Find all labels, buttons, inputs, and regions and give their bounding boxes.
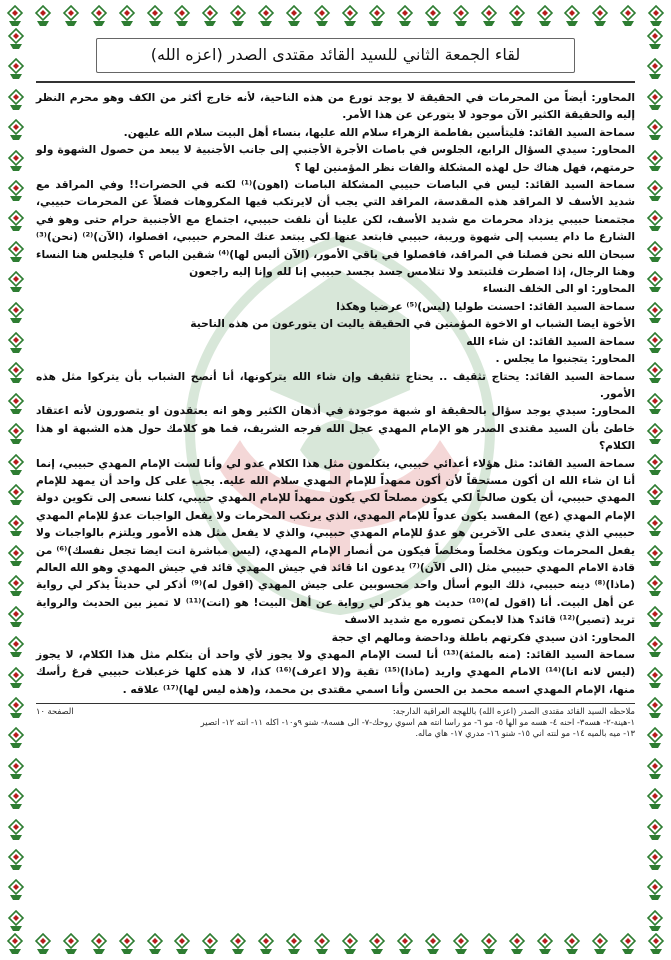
page-number: الصفحة ١٠ [36,706,74,717]
border-ornament-icon [201,5,219,27]
border-ornament-icon [646,727,664,749]
paragraph: المحاور: أيضاً من المحرمات في الحقيقة لا يوجد تورع من هذه الناحية، لأنه خارج أكثر من الكف وهو محرم النظر إليه والحقيقة الكثير الآن موجود لا يتورعن عن هذا الأمر. [36,91,635,122]
border-ornament-icon [7,758,25,780]
border-ornament-icon [90,933,108,955]
border-ornament-icon [647,933,665,955]
border-ornament-icon [285,5,303,27]
border-ornament-icon [7,454,25,476]
border-ornament-icon [646,849,664,871]
paragraph: الأخوة ايضا الشباب او الاخوة المؤمنين في الحقيقة ياليت ان يتورعون من هذه الناحية [190,317,635,331]
paragraph: سماحة السيد القائد: يحتاج تثقيف .. يحتاج تثقيف وإن شاء الله يتركونها، أنا أنصح الشباب بأن يتركوا مثل هذه الأمور. [36,369,635,400]
border-ornament-icon [646,393,664,415]
border-ornament-icon [646,575,664,597]
border-ornament-icon [7,302,25,324]
footer-note: ملاحظه السيد القائد مقتدى الصدر (اعزه الله) باللهجة العراقية الدارجة: [392,706,635,717]
paragraph: سماحة السيد القائد: ان شاء الله [466,334,635,348]
title-divider [36,81,635,83]
border-ornament-icon [368,5,386,27]
border-ornament-icon [480,933,498,955]
border-ornament-icon [7,89,25,111]
border-ornament-icon [536,933,554,955]
border-ornament-icon [7,180,25,202]
border-bottom [0,932,671,956]
border-ornament-icon [7,150,25,172]
border-ornament-icon [646,180,664,202]
border-ornament-icon [646,28,664,50]
border-ornament-icon [341,5,359,27]
border-ornament-icon [646,302,664,324]
border-ornament-icon [7,393,25,415]
border-ornament-icon [7,636,25,658]
border-ornament-icon [7,819,25,841]
border-ornament-icon [424,5,442,27]
footer [36,706,635,739]
border-ornament-icon [646,241,664,263]
border-top [0,4,671,28]
border-ornament-icon [118,5,136,27]
border-ornament-icon [646,697,664,719]
border-ornament-icon [313,933,331,955]
border-ornament-icon [62,5,80,27]
border-ornament-icon [7,210,25,232]
glossary-line: ١-هينة-٢- هسه٣- احنه ٤- هسه مو الها ٥- مو ٦- مو راسا انته هم اسوي روحك-٧- الى هسه٨- شنو ٩و١٠- اكله ١١- انته ١٢- اتصير [200,717,635,728]
border-ornament-icon [7,910,25,932]
border-ornament-icon [201,933,219,955]
border-ornament-icon [7,788,25,810]
border-ornament-icon [7,849,25,871]
border-ornament-icon [646,89,664,111]
border-right [643,28,667,932]
paragraph: سماحة السيد القائد: ليس في الباصات حبيبي المشكلة الباصات (اهون)⁽¹⁾ لكنه في الحضرات!! وفي المراقد مع شديد الأسف لا المراقد هذه المقدسة، المراقد التي يجب أن لايرتكب فيها المكروهات فضلاً عن المحرمات حبيبي، مجتمعنا حبيبي يزداد محرمات مع شديد الأسف، لكن علينا أن نلفت حبيبي، اجتماع مع الأجنبية حرام حتى وهو في الشارع ما دام يسبب إلى شهوة وريبة، حبيبي فابتعد عنها لكي يبتعد عنك المحرم حبيبي، افصلوا، (الآن)⁽²⁾ (نحن)⁽³⁾ سبحان الله نحن فصلنا في المراقد، فافصلوا في باقي الأمور، (الآن أليس لها)⁽⁴⁾ شقين الباص ؟ فليجلس هنا النساء وهنا الرجال، إذا اضطرت فلتبتعد ولا تتلامس جسد بجسد حبيبي إنا لله وإنا إليه راجعون [36,178,636,279]
border-ornament-icon [452,933,470,955]
border-ornament-icon [646,119,664,141]
border-ornament-icon [646,788,664,810]
paragraph: سماحة السيد القائد: (منه بالمئة)⁽¹³⁾ أنا لست الإمام المهدي ولا يجوز لأي واحد أن يتكلم مثل هذا الكلام، لا يجوز (ليس لانه انا)⁽¹⁴⁾ الامام المهدي واريد (ماذا)⁽¹⁵⁾ تقية و(لا اعرف)⁽¹⁶⁾ كذا، لا هذه كلها خزعبلات حبيبي فرغ رأسك منها، الإمام المهدي اسمه محمد بن الحسن وأنا اسمي مقتدى بن محمد، و(هذه ليس لها)⁽¹⁷⁾ علاقه . [36,648,636,696]
border-ornament-icon [257,933,275,955]
border-ornament-icon [646,515,664,537]
border-ornament-icon [563,933,581,955]
border-ornament-icon [396,5,414,27]
border-ornament-icon [7,332,25,354]
border-ornament-icon [646,819,664,841]
border-ornament-icon [563,5,581,27]
border-ornament-icon [229,5,247,27]
border-ornament-icon [7,119,25,141]
border-ornament-icon [7,727,25,749]
border-ornament-icon [424,933,442,955]
paragraph: المحاور: سيدي يوجد سؤال بالحقيقة او شبهة موجودة في أذهان الكثير وهو انه يعتقدون او يتصورون لأنه اعتقاد خاطئ بأن السيد مقتدى الصدر هو الإمام المهدي عجل الله فرجه الشريف، فما هو كلامك حول هذه الشبهة او هذا الكلام؟ [36,404,635,453]
border-ornament-icon [646,545,664,567]
border-ornament-icon [508,5,526,27]
border-ornament-icon [368,933,386,955]
paragraph: سماحة السيد القائد: فليتأسين بفاطمة الزهراء سلام الله عليها، بنساء أهل البيت سلام الله عليهن. [123,125,635,139]
border-ornament-icon [7,28,25,50]
border-ornament-icon [646,910,664,932]
border-ornament-icon [341,933,359,955]
border-ornament-icon [646,210,664,232]
border-ornament-icon [7,545,25,567]
border-ornament-icon [6,5,24,27]
border-ornament-icon [7,241,25,263]
border-ornament-icon [285,933,303,955]
paragraph: سماحة السيد القائد: مثل هؤلاء أعدائي حبيبي، يتكلمون مثل هذا الكلام عدو لي وأنا لست الإمام المهدي حبيبي، إنما أنا ان شاء الله ان أكون مستحقاً لأن أكون ممهداً للإمام المهدي سلام الله عليه. يجب على كل واحد أن يمهد للإمام المهدي حبيبي، أن يكون صالحاً لكي يكون مصلحاً لكي يكون ممهداً للإمام المهدي حبيبي، كلنا نسعى إلى تكوين دولة الإمام المهدي (عج) المفسد يكون عدواً للإمام المهدي، الذي يرتكب المحرمات ولا يفعل الواجبات عدوٌ للإمام المهدي حبيبي الذي يتعدى على الآخرين هو عدوٌ للإمام المهدي حبيبي، والذي لا يفعل مثل هذه الأمور ويلتزم بالواجبات ولا يفعل المحرمات ويكون مخلصاً ومخلصاً فيكون من أنصار الإمام المهدي، (ليس مباشرة انت ايضا تجعل نفسك)⁽⁶⁾ من قادة الامام المهدي حبيبي مثل (الى الآن)⁽⁷⁾ يدعون انا قائد في جيش المهدي قائد في جيش المهدي وهو الله العالم (ماذا)⁽⁸⁾ دينه حبيبي، ذلك اليوم أسأل واحد محسوبين على جيش المهدي (اقول له)⁽⁹⁾ أذكر لي حديثاً يذكر لي رواية عن أهل البيت. أنا (اقول له)⁽¹⁰⁾ حديث هو يذكر لي رواية عن أهل البيت! هو (انت)⁽¹¹⁾ لا تميز بين الحديث والرواية تريد (تصير)⁽¹²⁾ قائد؟ هذا لايمكن تصوره مع شديد الاسف [36,456,635,627]
border-ornament-icon [646,484,664,506]
paragraph: المحاور: او الى الخلف النساء [482,282,635,296]
border-ornament-icon [646,332,664,354]
border-ornament-icon [480,5,498,27]
border-ornament-icon [34,5,52,27]
border-ornament-icon [646,454,664,476]
interview-transcript [36,89,635,698]
paragraph: سماحة السيد القائد: احسنت طوليا (ليس)⁽⁵⁾ عرضيا وهكذا [336,299,635,313]
border-ornament-icon [508,933,526,955]
border-ornament-icon [646,150,664,172]
border-ornament-icon [146,5,164,27]
border-ornament-icon [396,933,414,955]
border-ornament-icon [647,5,665,27]
border-ornament-icon [7,423,25,445]
border-left [4,28,28,932]
border-ornament-icon [7,484,25,506]
border-ornament-icon [591,5,609,27]
border-ornament-icon [34,933,52,955]
border-ornament-icon [619,5,637,27]
border-ornament-icon [646,271,664,293]
border-ornament-icon [229,933,247,955]
border-ornament-icon [646,362,664,384]
border-ornament-icon [646,606,664,628]
border-ornament-icon [619,933,637,955]
page-title: لقاء الجمعة الثاني للسيد القائد مقتدى الصدر (اعزه الله) [96,38,575,73]
footer-divider [36,703,635,704]
border-ornament-icon [7,58,25,80]
border-ornament-icon [313,5,331,27]
paragraph: المحاور: سيدي السؤال الرابع، الجلوس في باصات الأجرة الأجنبي إلى جانب الأجنبية لا يبعد من حصول الشهوة ولو حرمتهم، فهل هناك حل لهذه المشكلة والفات نظر المؤمنين لها ؟ [36,143,635,174]
border-ornament-icon [118,933,136,955]
border-ornament-icon [646,667,664,689]
document-content [36,30,635,928]
border-ornament-icon [452,5,470,27]
border-ornament-icon [62,933,80,955]
border-ornament-icon [7,575,25,597]
paragraph: المحاور: اذن سيدي فكرتهم باطلة وداحضة ومالهم اي حجة [331,630,635,644]
border-ornament-icon [646,636,664,658]
border-ornament-icon [90,5,108,27]
border-ornament-icon [7,606,25,628]
border-ornament-icon [7,667,25,689]
border-ornament-icon [7,515,25,537]
border-ornament-icon [7,879,25,901]
border-ornament-icon [536,5,554,27]
glossary-line: ١٣- ميه بالميه ١٤- مو لنته اني ١٥- شنو ١٦- مدري ١٧- هاي ماله. [415,728,635,739]
border-ornament-icon [146,933,164,955]
border-ornament-icon [7,697,25,719]
border-ornament-icon [646,758,664,780]
border-ornament-icon [646,879,664,901]
paragraph: المحاور: يتجنبوا ما يجلس . [495,352,635,366]
border-ornament-icon [646,58,664,80]
border-ornament-icon [591,933,609,955]
border-ornament-icon [7,362,25,384]
border-ornament-icon [257,5,275,27]
border-ornament-icon [7,271,25,293]
border-ornament-icon [6,933,24,955]
border-ornament-icon [646,423,664,445]
border-ornament-icon [173,933,191,955]
border-ornament-icon [173,5,191,27]
